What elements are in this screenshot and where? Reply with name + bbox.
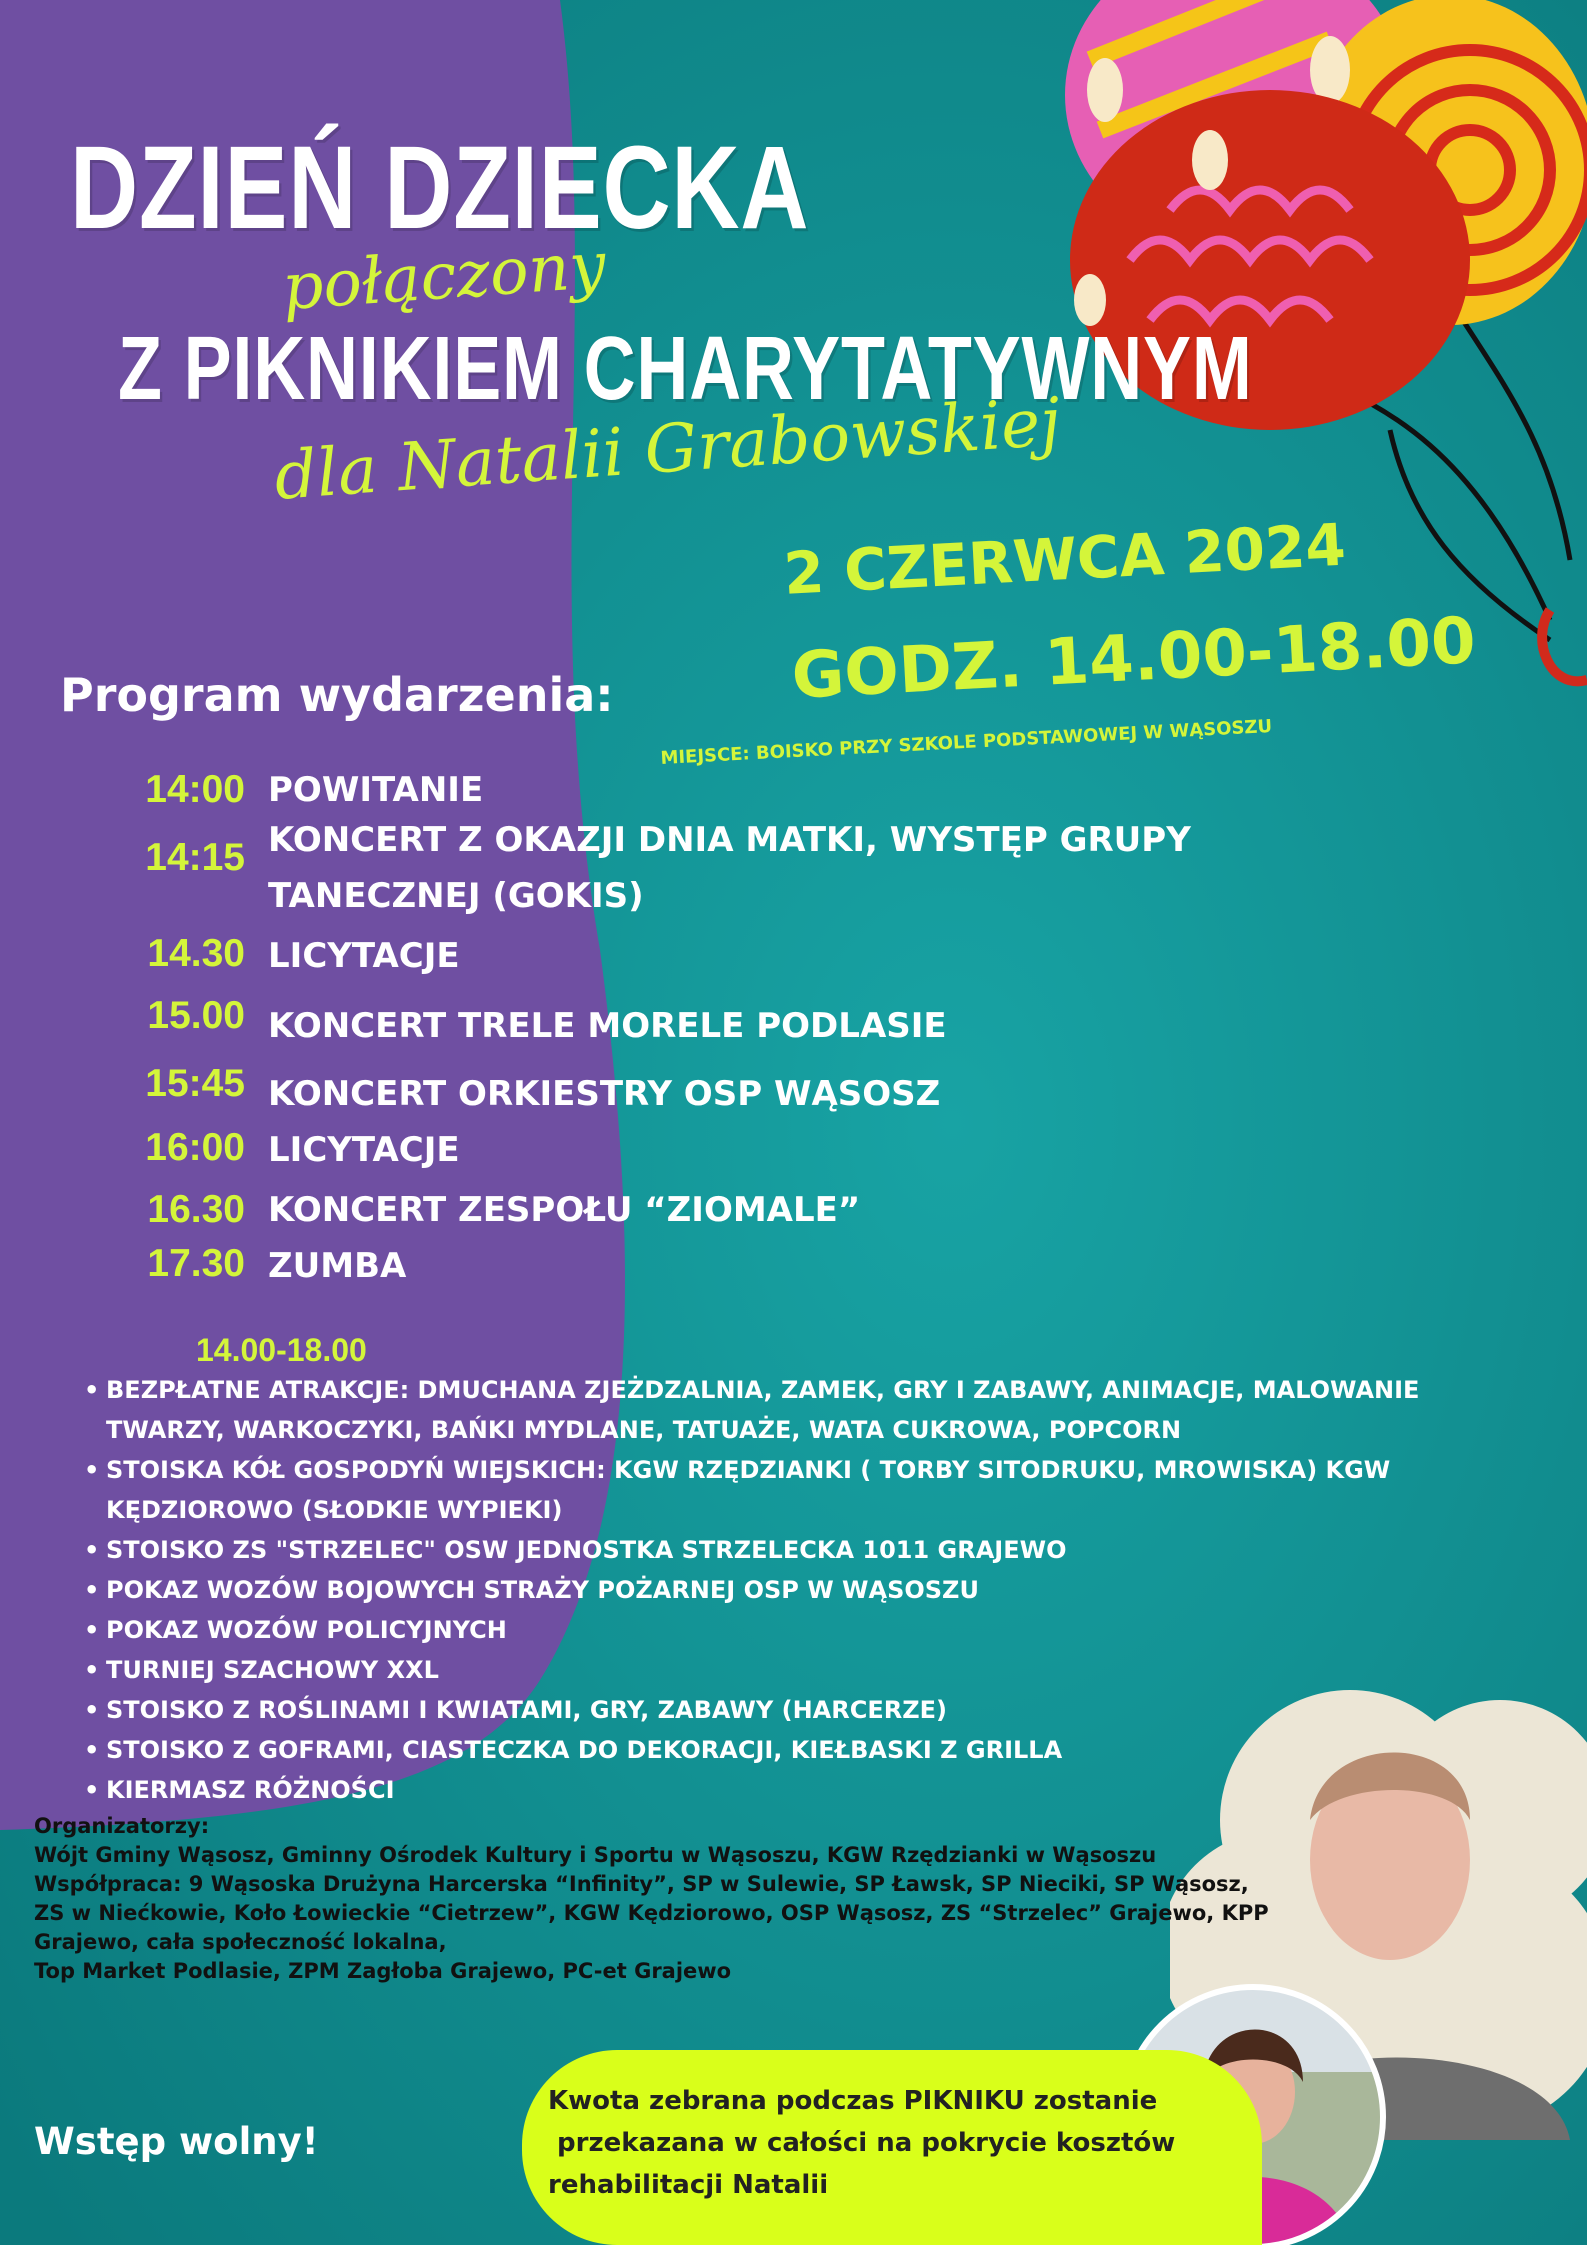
schedule-time: 14:15 bbox=[145, 836, 245, 879]
attraction-item: • STOISKO Z GOFRAMI, CIASTECZKA DO DEKORACJI, KIEŁBASKI Z GRILLA bbox=[50, 1730, 1510, 1770]
schedule-label: KONCERT TRELE MORELE PODLASIE bbox=[268, 1006, 947, 1046]
schedule-row bbox=[0, 1122, 1400, 1182]
donation-note-text bbox=[548, 2080, 1268, 2206]
bullet-icon: • bbox=[84, 1456, 100, 1484]
schedule-time: 17.30 bbox=[147, 1242, 245, 1285]
sponsors-text: Top Market Podlasie, ZPM Zagłoba Grajewo, PC-et Grajewo bbox=[34, 1959, 732, 1983]
note-line: przekazana w całości na pokrycie kosztów bbox=[548, 2128, 1176, 2158]
attraction-item: • STOISKA KÓŁ GOSPODYŃ WIEJSKICH: KGW RZĘDZIANKI ( TORBY SITODRUKU, MROWISKA) KGW KĘDZIOROWO (SŁODKIE WYPIEKI) bbox=[50, 1450, 1510, 1530]
attractions-time: 14.00-18.00 bbox=[196, 1332, 367, 1368]
schedule-row bbox=[0, 1182, 1400, 1242]
connector-text: połączony bbox=[279, 228, 609, 326]
attraction-item: • STOISKO Z ROŚLINAMI I KWIATAMI, GRY, ZABAWY (HARCERZE) bbox=[50, 1690, 1510, 1730]
bullet-icon: • bbox=[84, 1696, 100, 1724]
bullet-icon: • bbox=[84, 1616, 100, 1644]
bullet-icon: • bbox=[84, 1776, 100, 1804]
schedule-label: LICYTACJE bbox=[268, 1130, 460, 1170]
schedule-row bbox=[0, 1238, 1400, 1298]
schedule-row bbox=[0, 994, 1400, 1054]
title-line2: Z PIKNIKIEM CHARYTATYWNYM bbox=[118, 319, 1253, 419]
attraction-item: • POKAZ WOZÓW BOJOWYCH STRAŻY POŻARNEJ OSP W WĄSOSZU bbox=[50, 1570, 1510, 1610]
schedule-row bbox=[0, 812, 1400, 922]
attraction-item: • TURNIEJ SZACHOWY XXL bbox=[50, 1650, 1510, 1690]
schedule-time: 15:45 bbox=[145, 1062, 245, 1105]
bullet-icon: • bbox=[84, 1536, 100, 1564]
organizers-section bbox=[34, 1812, 1274, 1986]
schedule-label: POWITANIE bbox=[268, 770, 484, 810]
title-line1: DZIEŃ DZIECKA bbox=[70, 122, 810, 254]
dedication-text: dla Natalii Grabowskiej bbox=[272, 383, 1064, 515]
schedule-row bbox=[0, 928, 1400, 988]
bullet-icon: • bbox=[84, 1376, 100, 1404]
event-time: GODZ. 14.00-18.00 bbox=[790, 604, 1478, 714]
attraction-item: • STOISKO ZS "STRZELEC" OSW JEDNOSTKA STRZELECKA 1011 GRAJEWO bbox=[50, 1530, 1510, 1570]
attraction-item: • KIERMASZ RÓŻNOŚCI bbox=[50, 1770, 1510, 1810]
schedule-time: 14:00 bbox=[145, 768, 245, 811]
organizers-heading: Organizatorzy: bbox=[34, 1814, 210, 1838]
event-place: MIEJSCE: BOISKO PRZY SZKOLE PODSTAWOWEJ W WĄSOSZU bbox=[660, 715, 1273, 769]
schedule-time: 14.30 bbox=[147, 932, 245, 975]
bullet-icon: • bbox=[84, 1576, 100, 1604]
free-entry-text: Wstęp wolny! bbox=[34, 2120, 319, 2163]
schedule-time: 16:00 bbox=[145, 1126, 245, 1169]
organizers-text: Wójt Gminy Wąsosz, Gminny Ośrodek Kultury i Sportu w Wąsoszu, KGW Rzędzianki w Wąsoszu bbox=[34, 1843, 1157, 1867]
schedule-time: 15.00 bbox=[147, 994, 245, 1037]
program-heading: Program wydarzenia: bbox=[60, 668, 614, 722]
schedule-row bbox=[0, 760, 1400, 820]
schedule-row bbox=[0, 1062, 1400, 1122]
schedule-label: KONCERT ORKIESTRY OSP WĄSOSZ bbox=[268, 1074, 941, 1114]
schedule-label: LICYTACJE bbox=[268, 936, 460, 976]
attraction-item: • POKAZ WOZÓW POLICYJNYCH bbox=[50, 1610, 1510, 1650]
note-line: Kwota zebrana podczas PIKNIKU zostanie bbox=[548, 2086, 1158, 2116]
note-line: rehabilitacji Natalii bbox=[548, 2170, 829, 2200]
schedule-label: ZUMBA bbox=[268, 1246, 407, 1286]
bullet-icon: • bbox=[84, 1736, 100, 1764]
cooperation-text: Współpraca: 9 Wąsoska Drużyna Harcerska “Infinity”, SP w Sulewie, SP Ławsk, SP Nieciki, SP Wąsosz, ZS w Niećkowie, Koło Łowieckie “Cietrzew”, KGW Kędziorowo, OSP Wąsosz, ZS “Strzelec” Grajewo, KPP Grajewo, cała społeczność lokalna, bbox=[34, 1872, 1269, 1954]
schedule-label: KONCERT Z OKAZJI DNIA MATKI, WYSTĘP GRUPY TANECZNEJ (GOKIS) bbox=[268, 820, 1191, 916]
schedule-time: 16.30 bbox=[147, 1188, 245, 1231]
event-date: 2 CZERWCA 2024 bbox=[782, 510, 1348, 608]
schedule-label: KONCERT ZESPOŁU “ZIOMALE” bbox=[268, 1190, 861, 1230]
bullet-icon: • bbox=[84, 1656, 100, 1684]
attraction-item: • BEZPŁATNE ATRAKCJE: DMUCHANA ZJEŻDZALNIA, ZAMEK, GRY I ZABAWY, ANIMACJE, MALOWANIE TWARZY, WARKOCZYKI, BAŃKI MYDLANE, TATUAŻE, WATA CUKROWA, POPCORN bbox=[50, 1370, 1510, 1450]
